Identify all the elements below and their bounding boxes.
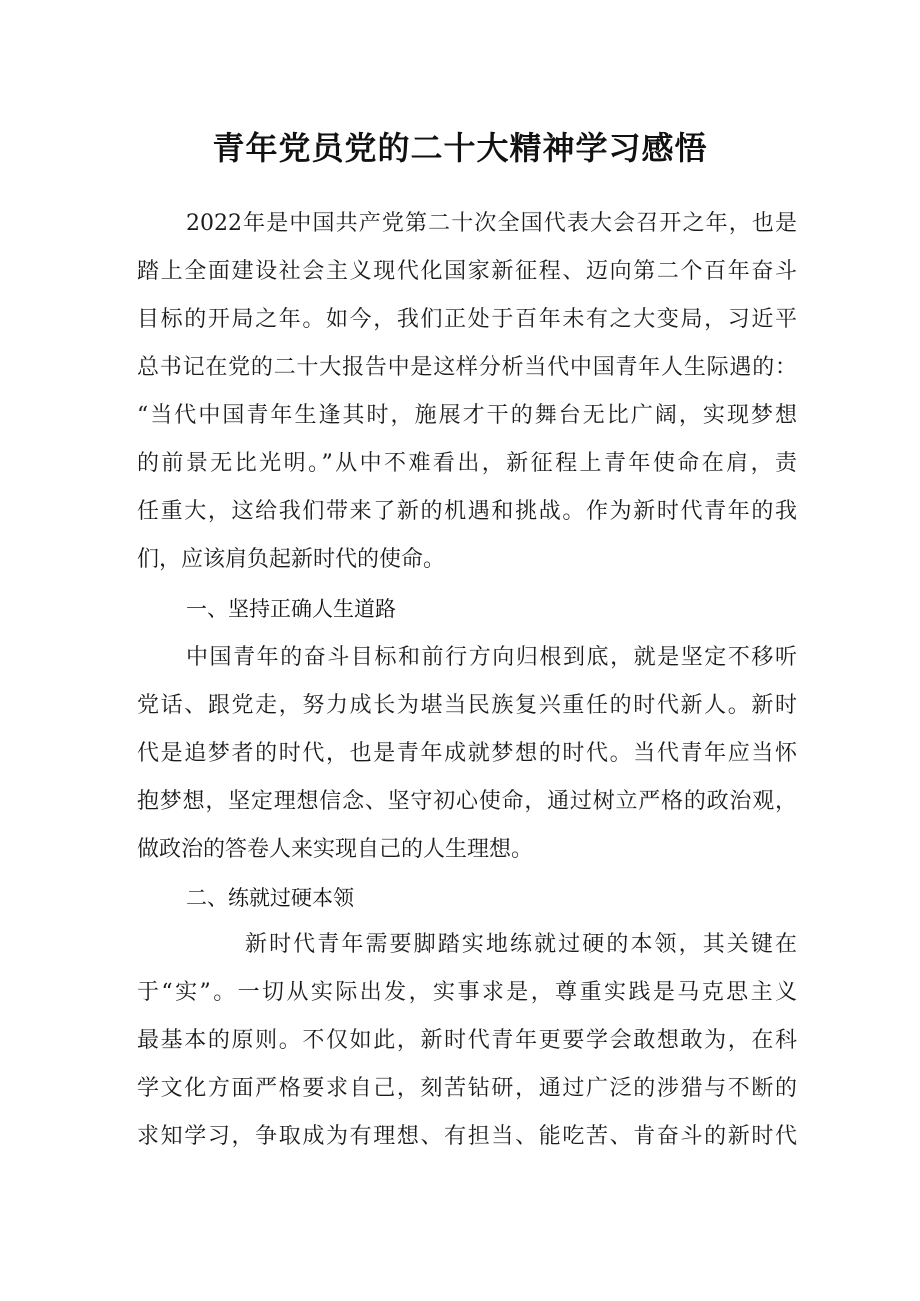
paragraph2-line-3: 代是追梦者的时代，也是青年成就梦想的时代。当代青年应当怀	[137, 741, 797, 766]
paragraph1-line-5: “当代中国青年生逢其时，施展才干的舞台无比广阔，实现梦想	[137, 403, 797, 428]
paragraph1-line-8: 们，应该肩负起新时代的使命。	[137, 547, 446, 572]
paragraph1-line-1: 2022年是中国共产党第二十次全国代表大会召开之年，也是	[186, 211, 797, 236]
paragraph2-line-5: 做政治的答卷人来实现自己的人生理想。	[137, 837, 534, 862]
paragraph1-line-3: 目标的开局之年。如今，我们正处于百年未有之大变局，习近平	[137, 307, 797, 332]
paragraph3-line-5: 求知学习，争取成为有理想、有担当、能吃苦、肯奋斗的新时代	[137, 1124, 797, 1149]
paragraph2-line-2: 党话、跟党走，努力成长为堪当民族复兴重任的时代新人。新时	[137, 693, 797, 718]
paragraph1-line-4: 总书记在党的二十大报告中是这样分析当代中国青年人生际遇的：	[137, 355, 797, 380]
paragraph3-line-2: 于“实”。一切从实际出发，实事求是，尊重实践是马克思主义	[137, 980, 797, 1005]
paragraph1-line-7: 任重大，这给我们带来了新的机遇和挑战。作为新时代青年的我	[137, 499, 797, 524]
paragraph3-line-1: 新时代青年需要脚踏实地练就过硬的本领，其关键在	[245, 932, 797, 957]
paragraph2-line-1: 中国青年的奋斗目标和前行方向归根到底，就是坚定不移听	[186, 645, 797, 670]
section-heading-2: 二、练就过硬本领	[186, 886, 354, 910]
paragraph1-line-2: 踏上全面建设社会主义现代化国家新征程、迈向第二个百年奋斗	[137, 259, 797, 284]
paragraph3-line-4: 学文化方面严格要求自己，刻苦钻研，通过广泛的涉猎与不断的	[137, 1076, 797, 1101]
document-title: 青年党员党的二十大精神学习感悟	[212, 129, 708, 167]
paragraph1-line-6: 的前景无比光明。”从中不难看出，新征程上青年使命在肩，责	[137, 451, 797, 476]
section-heading-1: 一、坚持正确人生道路	[186, 597, 396, 621]
paragraph3-line-3: 最基本的原则。不仅如此，新时代青年更要学会敢想敢为，在科	[137, 1028, 797, 1053]
paragraph2-line-4: 抱梦想，坚定理想信念、坚守初心使命，通过树立严格的政治观，	[137, 789, 797, 814]
